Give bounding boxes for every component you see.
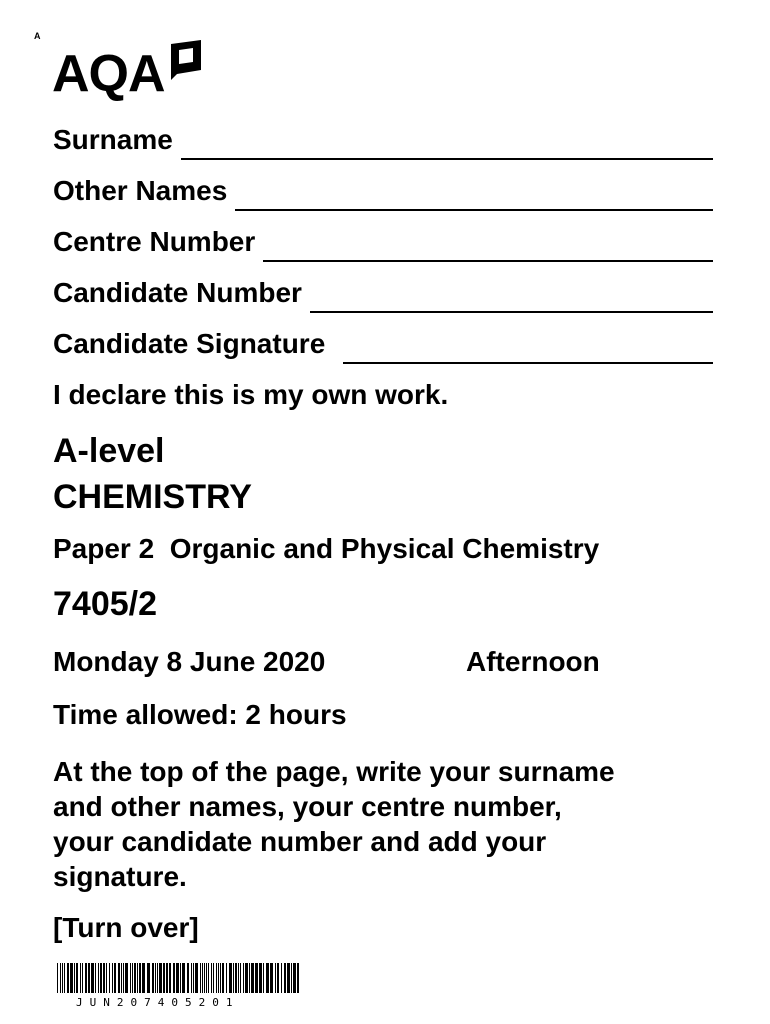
barcode-bar (180, 963, 181, 993)
barcode-bar (67, 963, 69, 993)
barcode-bar (74, 963, 75, 993)
barcode-bar (213, 963, 214, 993)
barcode-bar (109, 963, 110, 993)
barcode-bar (169, 963, 171, 993)
candidate-number-field[interactable] (53, 279, 713, 307)
barcode-bar (80, 963, 81, 993)
barcode-bar (85, 963, 87, 993)
barcode-bar (238, 963, 239, 993)
barcode-bar (208, 963, 209, 993)
barcode-bar (118, 963, 120, 993)
barcode-bar (95, 963, 96, 993)
barcode-bar (281, 963, 282, 993)
barcode-bar (284, 963, 286, 993)
barcode-bar (57, 963, 58, 993)
paper-code: 7405/2 (53, 585, 157, 623)
barcode-icon (57, 963, 302, 993)
barcode-bar (125, 963, 128, 993)
barcode-bar (121, 963, 122, 993)
barcode-bar (100, 963, 102, 993)
barcode-bar (251, 963, 254, 993)
barcode-bar (297, 963, 299, 993)
barcode-bar (200, 963, 201, 993)
qualification: A-level (53, 432, 165, 470)
barcode-bar (82, 963, 83, 993)
barcode-bar (216, 963, 217, 993)
candidate-signature-field[interactable] (53, 330, 713, 358)
other-names-field[interactable] (53, 177, 713, 205)
barcode-bar (147, 963, 150, 993)
barcode-text: JUN207405201 (76, 996, 240, 1009)
barcode-bar (222, 963, 224, 993)
declaration: I declare this is my own work. (53, 379, 449, 410)
barcode-bar (211, 963, 212, 993)
instruction-line: and other names, your centre number, (53, 791, 562, 822)
exam-date: Monday 8 June 2020 (53, 646, 326, 677)
barcode-bar (76, 963, 78, 993)
barcode-bar (255, 963, 258, 993)
logo-text: AQA (52, 45, 165, 103)
barcode-bar (173, 963, 175, 993)
barcode-bar (130, 963, 131, 993)
barcode-bar (88, 963, 90, 993)
barcode-bar (62, 963, 63, 993)
barcode-bar (226, 963, 227, 993)
barcode-bar (270, 963, 273, 993)
barcode-bar (114, 963, 116, 993)
barcode-bar (123, 963, 124, 993)
barcode-bar (132, 963, 133, 993)
time-allowed: Time allowed: 2 hours (53, 699, 347, 730)
barcode-bar (243, 963, 244, 993)
barcode-bar (206, 963, 207, 993)
barcode-bar (182, 963, 185, 993)
candidate-signature-label: Candidate Signature (53, 328, 326, 359)
barcode-bar (204, 963, 205, 993)
corner-mark: A (34, 31, 41, 41)
barcode-bar (106, 963, 107, 993)
barcode-bar (91, 963, 94, 993)
barcode-bar (103, 963, 105, 993)
instructions (53, 754, 743, 894)
barcode-bar (152, 963, 154, 993)
barcode-bar (259, 963, 262, 993)
barcode-bar (163, 963, 165, 993)
barcode-bar (266, 963, 269, 993)
candidate-signature-line[interactable] (343, 361, 713, 364)
barcode-bar (249, 963, 250, 993)
other-names-line[interactable] (235, 208, 713, 211)
barcode-bar (187, 963, 189, 993)
barcode-bar (98, 963, 99, 993)
barcode-bar (157, 963, 158, 993)
barcode-bar (229, 963, 232, 993)
barcode-bar (166, 963, 168, 993)
barcode-bar (218, 963, 219, 993)
instruction-line: your candidate number and add your (53, 826, 547, 857)
barcode-bar (263, 963, 264, 993)
barcode-bar (60, 963, 61, 993)
exam-session: Afternoon (466, 646, 600, 677)
barcode-bar (137, 963, 138, 993)
barcode-bar (64, 963, 65, 993)
barcode-bar (70, 963, 73, 993)
barcode-bar (240, 963, 241, 993)
barcode-bar (287, 963, 290, 993)
barcode-bar (277, 963, 279, 993)
paper-title: Paper 2 Organic and Physical Chemistry (53, 533, 600, 564)
barcode-bar (202, 963, 203, 993)
barcode-bar (176, 963, 179, 993)
barcode-bar (235, 963, 237, 993)
barcode-bar (139, 963, 141, 993)
centre-number-field[interactable] (53, 228, 713, 256)
surname-line[interactable] (181, 157, 713, 160)
instruction-line: At the top of the page, write your surname (53, 756, 615, 787)
barcode-bar (220, 963, 221, 993)
barcode-bar (112, 963, 113, 993)
barcode-bar (275, 963, 276, 993)
other-names-label: Other Names (53, 175, 228, 206)
barcode-bar (142, 963, 145, 993)
barcode-bar (193, 963, 194, 993)
barcode-bar (233, 963, 234, 993)
centre-number-line[interactable] (263, 259, 713, 262)
aqa-logo (52, 40, 205, 102)
instruction-line: signature. (53, 861, 187, 892)
barcode-bar (159, 963, 162, 993)
candidate-number-line[interactable] (310, 310, 713, 313)
turn-over: [Turn over] (53, 912, 199, 943)
barcode-bar (195, 963, 198, 993)
candidate-number-label: Candidate Number (53, 277, 302, 308)
barcode-bar (291, 963, 292, 993)
surname-label: Surname (53, 124, 173, 155)
surname-field[interactable] (53, 126, 713, 154)
aqa-speech-mark-icon (167, 40, 205, 80)
barcode-bar (191, 963, 192, 993)
barcode-bar (134, 963, 136, 993)
barcode-bar (155, 963, 156, 993)
subject: CHEMISTRY (53, 478, 252, 516)
barcode-bar (245, 963, 248, 993)
barcode-bar (293, 963, 296, 993)
centre-number-label: Centre Number (53, 226, 256, 257)
